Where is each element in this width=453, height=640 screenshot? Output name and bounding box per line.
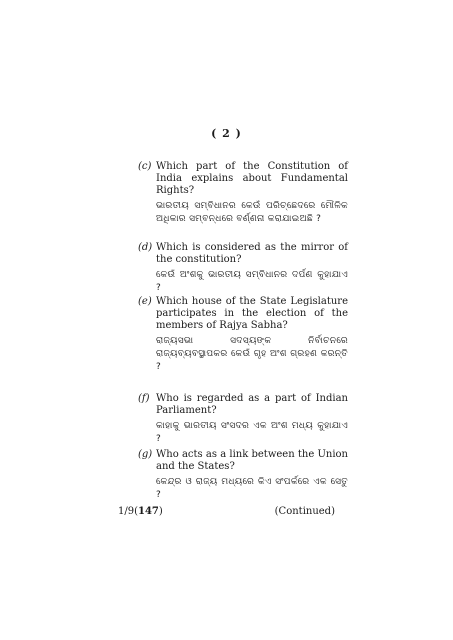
question-odia: ରାଜ୍ୟସଭା ସଦସ୍ୟଙ୍କ ନିର୍ବାଚନରେ ରାଜ୍ୟବ୍ୟବସ୍ଥାପକର କେଉଁ ଗୃହ ଅଂଶ ଗ୍ରହଣ କରନ୍ତି ? xyxy=(156,336,348,372)
question-g xyxy=(138,449,348,502)
paper-code-prefix: 1/9( xyxy=(118,506,138,517)
question-odia: କେଉଁ ଅଂଶକୁ ଭାରତୀୟ ସମ୍ବିଧାନର ଦର୍ପଣ କୁହାଯାଏ ? xyxy=(156,270,348,293)
paper-code-number: 147 xyxy=(138,506,159,517)
question-odia: କାହାକୁ ଭାରତୀୟ ସଂସଦର ଏକ ଅଂଶ ମଧ୍ୟ କୁହାଯାଏ ? xyxy=(156,421,348,444)
question-f xyxy=(138,393,348,446)
paper-code-suffix: ) xyxy=(158,506,163,517)
question-label: (e) xyxy=(138,296,152,307)
question-odia: କେନ୍ଦ୍ର ଓ ରାଜ୍ୟ ମଧ୍ୟରେ କିଏ ସଂପର୍କରେ ଏକ ସେତୁ ? xyxy=(156,477,348,500)
paper-code xyxy=(118,506,163,517)
question-english: Who is regarded as a part of Indian Parliament? xyxy=(156,393,348,416)
question-english: Which is considered as the mirror of the constitution? xyxy=(156,242,348,265)
question-label: (d) xyxy=(138,242,153,253)
question-label: (g) xyxy=(138,449,153,460)
question-d xyxy=(138,242,348,295)
question-label: (c) xyxy=(138,161,152,172)
question-c xyxy=(138,161,348,226)
question-label: (f) xyxy=(138,393,150,404)
page-number: ( 2 ) xyxy=(211,127,242,140)
question-e xyxy=(138,296,348,374)
question-english: Which house of the State Legislature participates in the election of the members of Rajya Sabha? xyxy=(156,296,348,331)
question-odia: ଭାରତୀୟ ସମ୍ବିଧାନର କେଉଁ ପରିଚ୍ଛେଦରେ ମୌଳିକ ଅଧିକାର ସମ୍ବନ୍ଧରେ ବର୍ଣ୍ଣନା କରାଯାଇଅଛି ? xyxy=(156,201,348,224)
continued-label: (Continued) xyxy=(274,506,335,517)
question-english: Who acts as a link between the Union and the States? xyxy=(156,449,348,472)
question-english: Which part of the Constitution of India explains about Fundamental Rights? xyxy=(156,161,348,196)
